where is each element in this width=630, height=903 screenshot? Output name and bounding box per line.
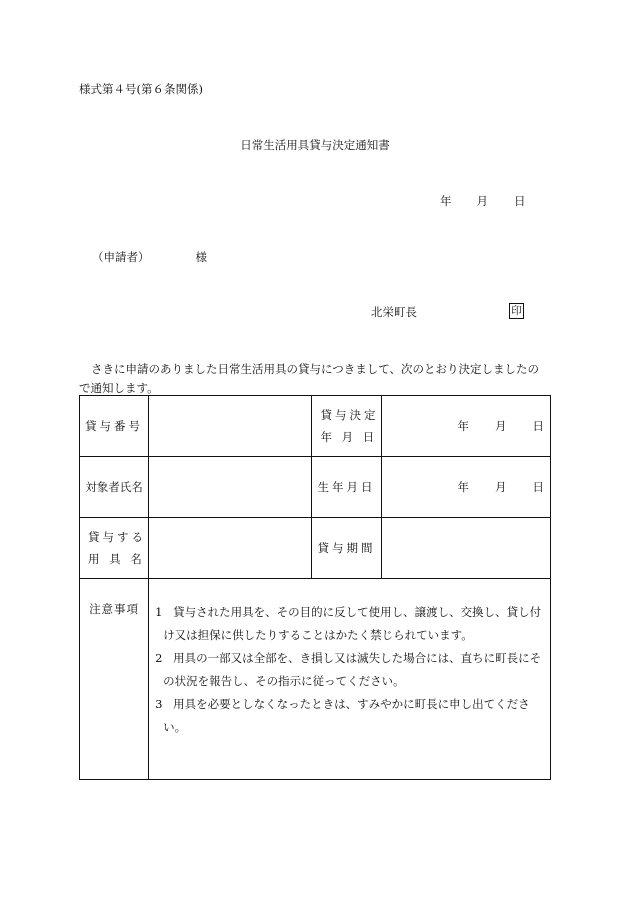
note-item: 1 貸与された用具を、その目的に反して使用し、譲渡し、交換し、貸し付 け又は担保に供したりすることはかたく禁じられています。 <box>155 605 542 642</box>
month-label: 月 <box>495 480 507 494</box>
year-label: 年 <box>457 419 469 433</box>
issue-date <box>440 193 526 209</box>
item-name-value <box>149 518 312 579</box>
decision-label-line1: 貸与決定 <box>320 408 379 422</box>
form-number: 様式第４号(第６条関係) <box>79 82 203 96</box>
decision-date-value <box>381 396 550 457</box>
year-label: 年 <box>457 480 469 494</box>
birth-date-value <box>381 457 550 518</box>
applicant-line <box>92 249 207 265</box>
note-item: 2 用具の一部又は全部を、き損し又は滅失した場合には、直ちに町長にそ の状況を報告し、その指示に従ってください。 <box>155 651 542 688</box>
birth-date-label: 生年月日 <box>312 457 381 518</box>
decision-date-label <box>312 396 381 457</box>
notes-label: 注意事項 <box>80 579 149 780</box>
item-label-line1: 貸与する <box>88 530 146 544</box>
date-year-label: 年 <box>440 194 452 208</box>
applicant-suffix: 様 <box>195 250 207 264</box>
loan-number-label: 貸与番号 <box>80 396 149 457</box>
subject-name-label: 対象者氏名 <box>80 457 149 518</box>
loan-table <box>79 395 551 780</box>
seal-mark: 印 <box>509 303 524 319</box>
loan-period-label: 貸与期間 <box>312 518 381 579</box>
applicant-label: （申請者） <box>92 250 150 264</box>
date-day-label: 日 <box>514 194 526 208</box>
notes-content <box>149 579 551 780</box>
month-label: 月 <box>495 419 507 433</box>
day-label: 日 <box>532 480 544 494</box>
date-month-label: 月 <box>476 194 488 208</box>
mayor-name: 北栄町長 <box>371 305 417 319</box>
item-name-label <box>80 518 149 579</box>
subject-name-value <box>149 457 312 518</box>
document-title: 日常生活用具貸与決定通知書 <box>240 138 390 152</box>
intro-text: さきに申請のありました日常生活用具の貸与につきまして、次のとおり決定しましたので通知します。 <box>79 362 540 395</box>
loan-number-value <box>149 396 312 457</box>
day-label: 日 <box>532 419 544 433</box>
note-item: 3 用具を必要としなくなったときは、すみやかに町長に申し出てくださ い。 <box>155 697 530 734</box>
decision-label-line2: 年 月 日 <box>320 430 378 444</box>
item-label-line2: 用 具 名 <box>88 552 145 566</box>
loan-period-value <box>381 518 550 579</box>
